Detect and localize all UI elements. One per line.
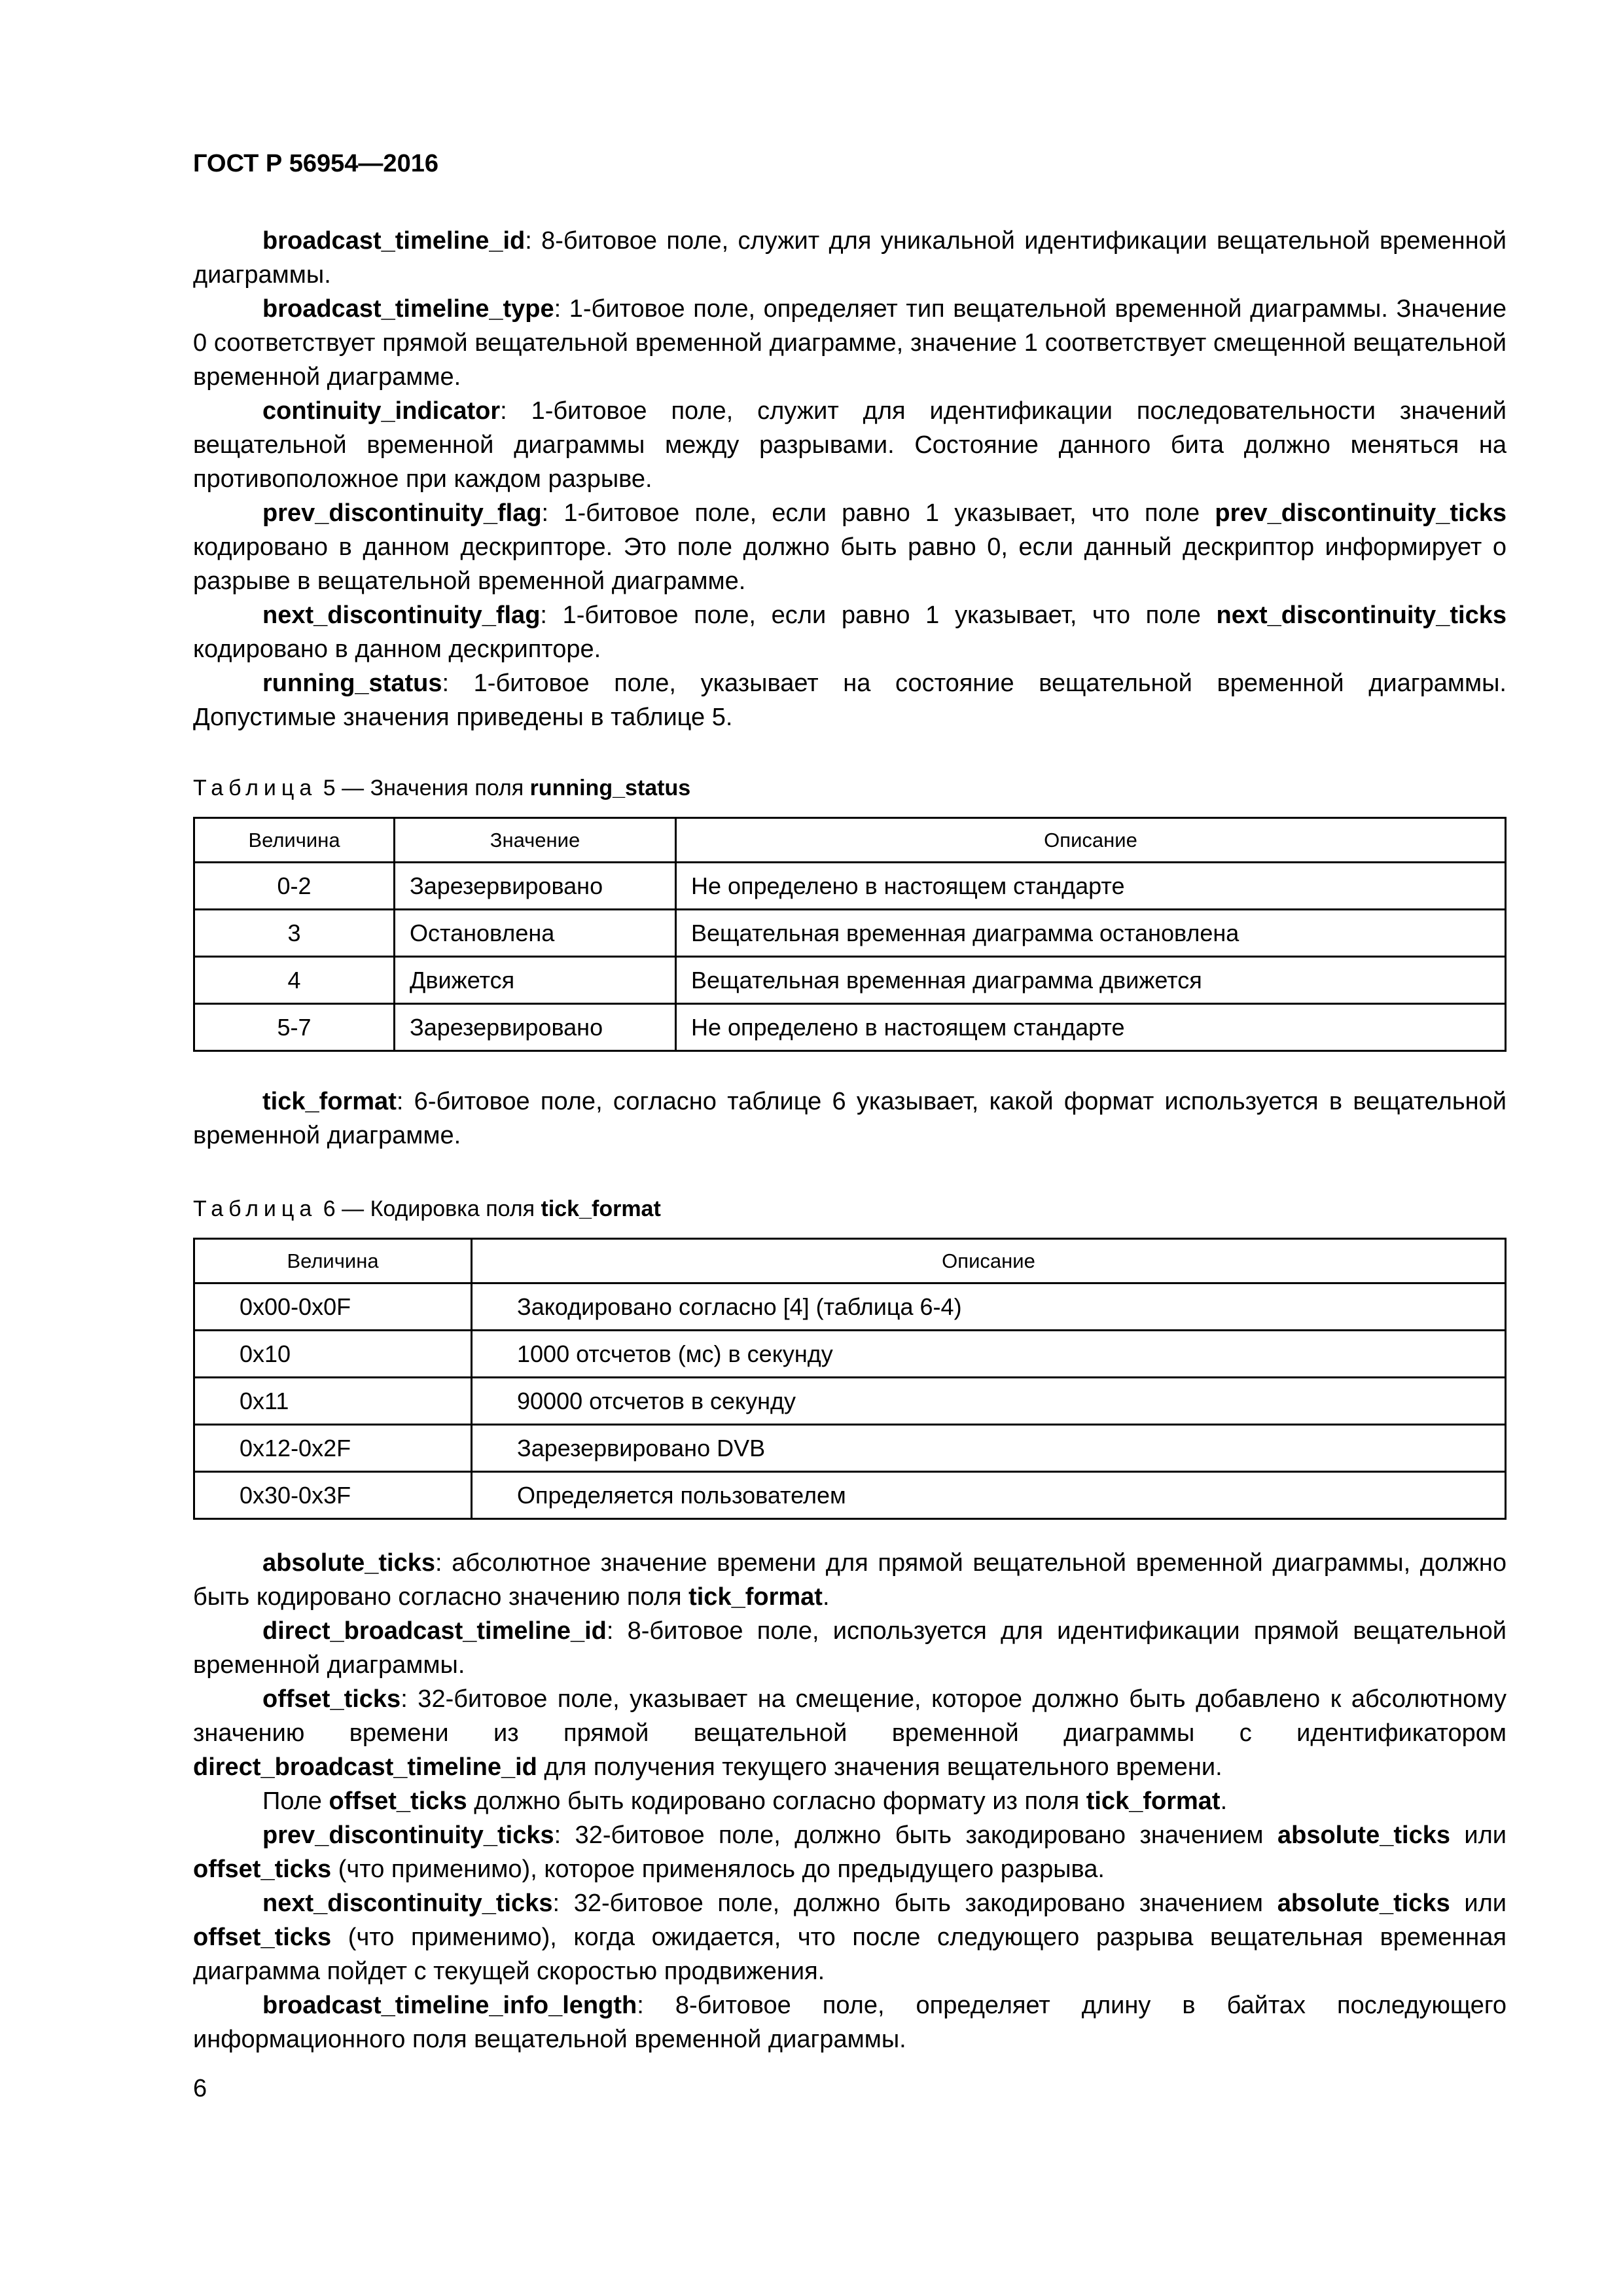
paragraph-prev-discontinuity-ticks: prev_discontinuity_ticks: 32-битовое поле, должно быть закодировано значением absolute_ticks или offset_ticks (что применимо), которое применялось до предыдущего разрыва. [193, 1821, 1507, 1883]
field-term: tick_format [262, 1088, 397, 1115]
table-row: 3 Остановлена Вещательная временная диаграмма остановлена [194, 910, 1506, 957]
paragraph-next-discontinuity-flag: next_discontinuity_flag: 1-битовое поле, если равно 1 указывает, что поле next_discontinuity_ticks кодировано в данном дескрипторе. [193, 601, 1507, 663]
document-page [193, 149, 1507, 2056]
field-term: next_discontinuity_ticks [1216, 601, 1507, 629]
field-term: running_status [262, 670, 442, 697]
table6-caption: Таблица 6 — Кодировка поля tick_format [193, 1196, 661, 1221]
paragraph-running-status: running_status: 1-битовое поле, указывает на состояние вещательной временной диаграммы. Допустимые значения приведены в таблице 5. [193, 670, 1507, 731]
paragraph-offset-ticks: offset_ticks: 32-битовое поле, указывает на смещение, которое должно быть добавлено к абсолютному значению времени из прямой вещательной временной диаграммы с идентификатором direct_broadcast_timeline_id для получения текущего значения вещательного времени. [193, 1685, 1507, 1781]
paragraph-continuity-indicator: continuity_indicator: 1-битовое поле, служит для идентификации последовательности значений вещательной временной диаграммы между разрывами. Состояние данного бита должно меняться на противоположное при каждом разрыве. [193, 397, 1507, 493]
field-term: prev_discontinuity_flag [262, 499, 542, 527]
column-header: Описание [472, 1239, 1506, 1283]
column-header: Величина [194, 1239, 472, 1283]
field-term: broadcast_timeline_id [262, 227, 526, 255]
field-term: broadcast_timeline_type [262, 295, 554, 323]
table-row: 0x11 90000 отсчетов в секунду [194, 1378, 1506, 1425]
paragraph-prev-discontinuity-flag: prev_discontinuity_flag: 1-битовое поле, если равно 1 указывает, что поле prev_discontinuity_ticks кодировано в данном дескрипторе. Это поле должно быть равно 0, если данный дескриптор информирует о разрыве в вещательной временной диаграмме. [193, 499, 1507, 595]
field-term: continuity_indicator [262, 397, 501, 425]
paragraph-broadcast-timeline-type: broadcast_timeline_type: 1-битовое поле, определяет тип вещательной временной диаграммы. Значение 0 соответствует прямой вещательной временной диаграмме, значение 1 соответствует смещенной вещательной временной диаграмме. [193, 295, 1507, 391]
column-header: Описание [676, 818, 1506, 863]
paragraph-tick-format: tick_format: 6-битовое поле, согласно таблице 6 указывает, какой формат используется в вещательной временной диаграмме. [193, 1088, 1507, 1149]
paragraph-broadcast-timeline-info-length: broadcast_timeline_info_length: 8-битовое поле, определяет длину в байтах последующего информационного поля вещательной временной диаграммы. [193, 1992, 1507, 2053]
page-number: 6 [193, 2075, 207, 2102]
paragraph-broadcast-timeline-id: broadcast_timeline_id: 8-битовое поле, служит для уникальной идентификации вещательной временной диаграммы. [193, 227, 1507, 289]
field-term: next_discontinuity_flag [262, 601, 541, 629]
paragraph-absolute-ticks: absolute_ticks: абсолютное значение времени для прямой вещательной временной диаграммы, должно быть кодировано согласно значению поля tick_format. [193, 1549, 1507, 1611]
paragraph-offset-ticks-format: Поле offset_ticks должно быть кодировано согласно формату из поля tick_format. [262, 1787, 1228, 1815]
paragraph-direct-broadcast-timeline-id: direct_broadcast_timeline_id: 8-битовое поле, используется для идентификации прямой вещательной временной диаграммы. [193, 1617, 1507, 1679]
table-row: 0x10 1000 отсчетов (мс) в секунду [194, 1331, 1506, 1378]
table-row: 0x12-0x2F Зарезервировано DVB [194, 1425, 1506, 1472]
table-header-row [194, 1239, 1506, 1283]
field-term: prev_discontinuity_ticks [1215, 499, 1507, 527]
table5 [193, 817, 1507, 1052]
table-row: 0x30-0x3F Определяется пользователем [194, 1472, 1506, 1519]
table6 [193, 1238, 1507, 1520]
paragraph-next-discontinuity-ticks: next_discontinuity_ticks: 32-битовое поле, должно быть закодировано значением absolute_ticks или offset_ticks (что применимо), когда ожидается, что после следующего разрыва вещательная временная диаграмма пойдет с текущей скоростью продвижения. [193, 1890, 1507, 1985]
column-header: Величина [194, 818, 395, 863]
table-row: 5-7 Зарезервировано Не определено в настоящем стандарте [194, 1004, 1506, 1051]
document-header: ГОСТ Р 56954—2016 [193, 150, 438, 177]
table-header-row [194, 818, 1506, 863]
table-row: 0x00-0x0F Закодировано согласно [4] (таблица 6-4) [194, 1283, 1506, 1331]
table5-caption: Таблица 5 — Значения поля running_status [193, 776, 691, 800]
table-row: 0-2 Зарезервировано Не определено в настоящем стандарте [194, 863, 1506, 910]
column-header: Значение [395, 818, 676, 863]
table-row: 4 Движется Вещательная временная диаграмма движется [194, 957, 1506, 1004]
